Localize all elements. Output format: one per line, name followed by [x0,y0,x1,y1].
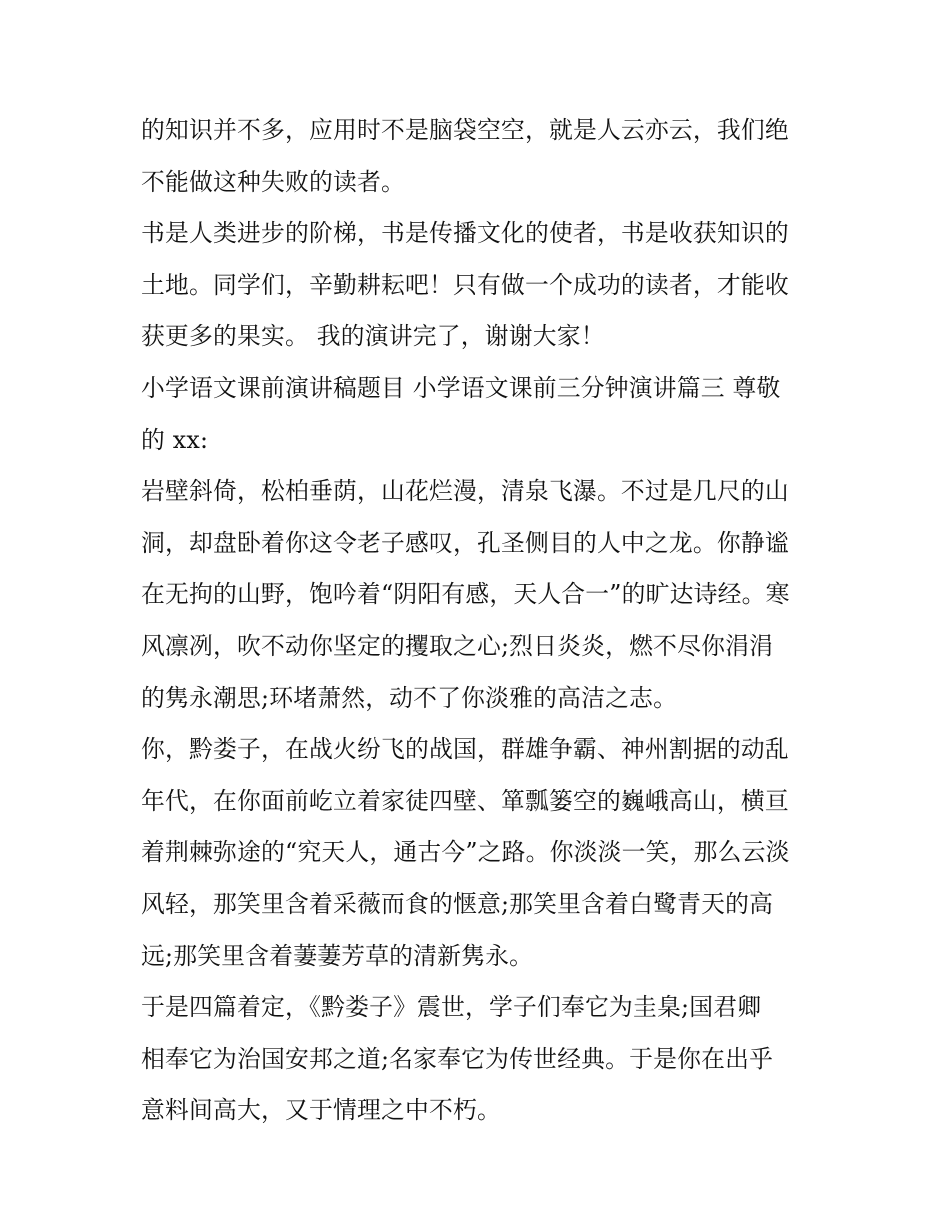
text-line: 获更多的果实。 我的演讲完了，谢谢大家！ [141,322,605,351]
text-line: 远;那笑里含着萋萋芳草的清新隽永。 [141,941,534,970]
text-line: 着荆棘弥途的“究天人，通古今”之路。你淡淡一笑，那么云淡 [141,838,790,867]
text-line: 土地。同学们，辛勤耕耘吧！只有做一个成功的读者，才能收 [141,270,789,299]
text-line: 的隽永潮思;环堵萧然，动不了你淡雅的高洁之志。 [141,683,678,712]
text-line: 风轻，那笑里含着采薇而食的惬意;那笑里含着白鹭青天的高 [141,889,774,918]
text-line: 洞，却盘卧着你这令老子感叹，孔圣侧目的人中之龙。你静谧 [141,528,789,557]
text-line: 岩壁斜倚，松柏垂荫，山花烂漫，清泉飞瀑。不过是几尺的山 [141,477,789,506]
text-line: 风凛冽，吹不动你坚定的攫取之心;烈日炎炎，燃不尽你涓涓 [141,631,774,660]
text-line: 你，黔娄子，在战火纷飞的战国，群雄争霸、神州割据的动乱 [141,735,789,764]
text-line: 意料间高大，又于情理之中不朽。 [141,1096,501,1125]
text-line: 于是四篇着定，《黔娄子》震世，学子们奉它为圭臬;国君卿 [141,993,762,1022]
text-line: 年代，在你面前屹立着家徒四壁、箪瓢篓空的巍峨高山，横亘 [141,786,789,815]
text-line: 的 xx: [141,425,209,454]
text-line: 不能做这种失败的读者。 [141,167,405,196]
text-line: 小学语文课前演讲稿题目 小学语文课前三分钟演讲篇三 尊敬 [141,373,781,402]
text-line: 书是人类进步的阶梯，书是传播文化的使者，书是收获知识的 [141,219,789,248]
document-body [141,110,831,1142]
text-line: 在无拘的山野，饱吟着“阴阳有感，天人合一”的旷达诗经。寒 [141,580,790,609]
text-line: 的知识并不多，应用时不是脑袋空空，就是人云亦云，我们绝 [141,116,789,144]
text-line: 相奉它为治国安邦之道;名家奉它为传世经典。于是你在出乎 [141,1044,774,1073]
